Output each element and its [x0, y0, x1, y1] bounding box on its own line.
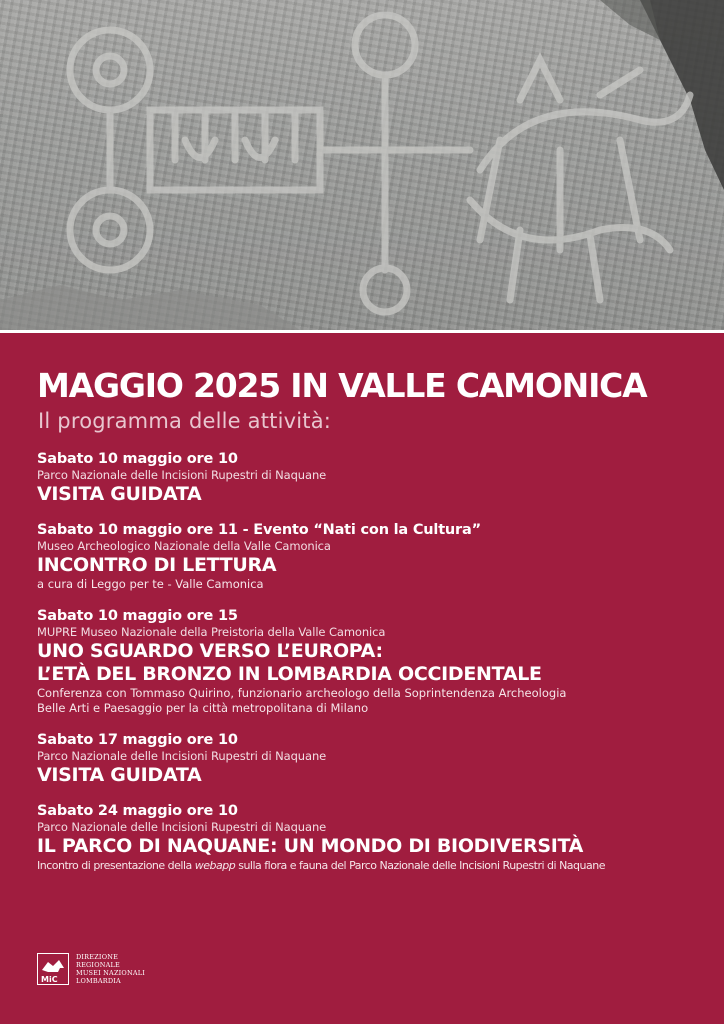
event-item — [37, 521, 717, 592]
page-subtitle: Il programma delle attività: — [38, 409, 332, 433]
event-location: Parco Nazionale delle Incisioni Rupestri di Naquane — [37, 468, 327, 482]
event-title: VISITA GUIDATA — [37, 483, 202, 505]
event-note-part: Incontro di presentazione della — [37, 859, 195, 872]
event-location: MUPRE Museo Nazionale della Preistoria della Valle Camonica — [37, 625, 386, 639]
rock-engraving-image — [0, 0, 724, 330]
event-date: Sabato 10 maggio ore 11 - Evento “Nati con la Cultura” — [37, 522, 481, 538]
event-date: Sabato 10 maggio ore 15 — [37, 608, 238, 624]
mic-logo-mark-text: MiC — [41, 975, 58, 984]
page-title: MAGGIO 2025 IN VALLE CAMONICA — [37, 366, 647, 405]
event-note-part: sulla flora e fauna del Parco Nazionale delle Incisioni Rupestri di Naquane — [235, 859, 605, 872]
event-item — [37, 731, 717, 787]
event-location: Parco Nazionale delle Incisioni Rupestri di Naquane — [37, 749, 327, 763]
event-date: Sabato 24 maggio ore 10 — [37, 803, 238, 819]
event-title: IL PARCO DI NAQUANE: UN MONDO DI BIODIVERSITÀ — [37, 835, 584, 857]
hero-divider — [0, 330, 724, 333]
logo-line: MUSEI NAZIONALI — [76, 969, 146, 977]
event-note — [37, 858, 717, 873]
event-title: L’ETÀ DEL BRONZO IN LOMBARDIA OCCIDENTALE — [37, 663, 542, 685]
event-location: Museo Archeologico Nazionale della Valle Camonica — [37, 539, 331, 553]
event-item — [37, 802, 717, 873]
event-note: Belle Arti e Paesaggio per la città metropolitana di Milano — [37, 701, 369, 715]
museum-icon — [38, 954, 68, 984]
mic-logo — [37, 953, 145, 985]
program-content — [37, 366, 717, 888]
event-title: UNO SGUARDO VERSO L’EUROPA: — [37, 640, 383, 662]
event-note: a cura di Leggo per te - Valle Camonica — [37, 577, 264, 591]
event-note-emphasis: webapp — [194, 859, 236, 872]
event-item — [37, 450, 717, 506]
event-date: Sabato 10 maggio ore 10 — [37, 451, 238, 467]
hero-image — [0, 0, 724, 330]
event-location: Parco Nazionale delle Incisioni Rupestri di Naquane — [37, 820, 327, 834]
event-date: Sabato 17 maggio ore 10 — [37, 732, 238, 748]
event-note: Conferenza con Tommaso Quirino, funzionario archeologo della Soprintendenza Archeologia — [37, 686, 567, 700]
logo-line: LOMBARDIA — [76, 977, 121, 985]
event-title: INCONTRO DI LETTURA — [37, 554, 277, 576]
event-item — [37, 607, 717, 716]
mic-logo-text — [76, 953, 145, 985]
mic-logo-mark — [37, 953, 69, 985]
event-title: VISITA GUIDATA — [37, 764, 202, 786]
logo-line: DIREZIONE — [76, 953, 119, 961]
logo-line: REGIONALE — [76, 961, 120, 969]
